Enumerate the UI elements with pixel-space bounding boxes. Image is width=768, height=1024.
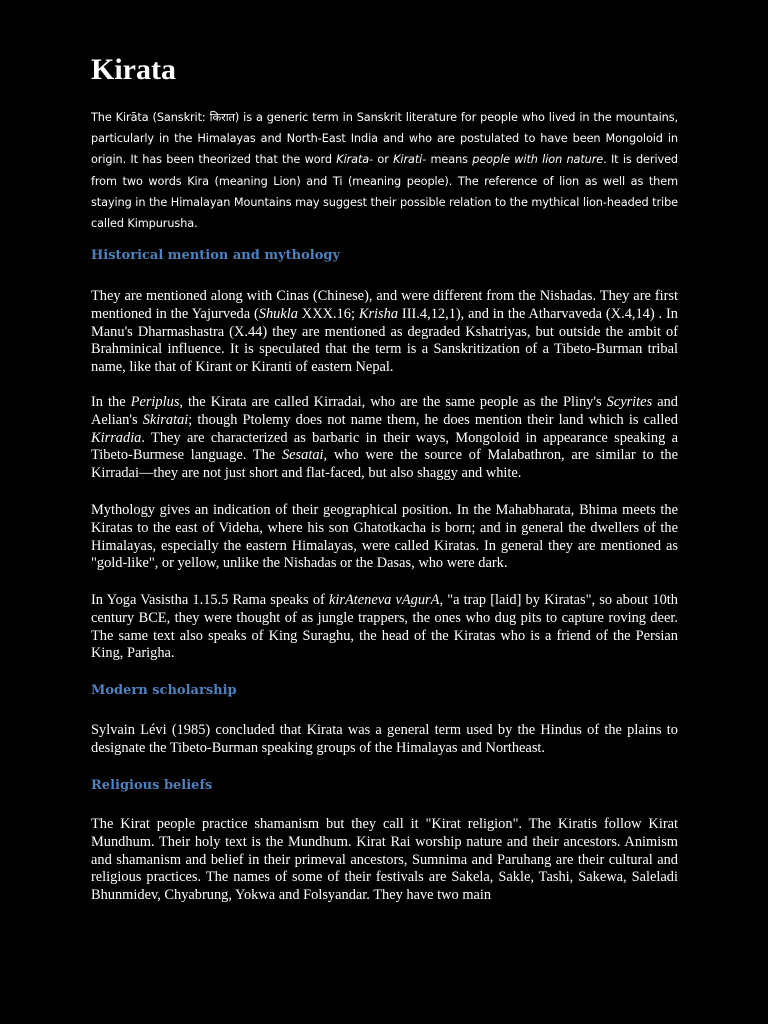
history-p1-text-c: III.4,12,1), and in the Atharvaveda (X.4,14) . In Manu's Dharmashastra (X.44) they are mentioned as degraded Kshatriyas, but outside the ambit of Brahminical influence. It is speculated that the term is a Sanskritization of a Tibeto-Burman tribal name, like that of Kirant or Kiranti of eastern Nepal. xyxy=(91,305,678,376)
history-p1-text-a: They are mentioned along with Cinas (Chinese), and were different from the Nishadas. They are first mentioned in the Yajurveda ( xyxy=(91,288,678,322)
history-p2-text-b: , the Kirata are called Kirradai, who are the same people as the Pliny's xyxy=(179,394,607,410)
modern-paragraph-1: Sylvain Lévi (1985) concluded that Kirata was a general term used by the Hindus of the plains to designate the Tibeto-Burman speaking groups of the Himalayas and Northeast. xyxy=(91,722,678,756)
page-title: Kirata xyxy=(91,53,176,86)
history-p2-italic-skiratai: Skiratai xyxy=(142,411,189,428)
intro-text-b: or xyxy=(373,153,394,167)
history-paragraph-4 xyxy=(91,592,678,663)
intro-text-d: . It is derived from two words Kira (meaning Lion) and Ti (meaning people). The reference of lion as well as them staying in the Himalayan Mountains may suggest their possible relation to the mythical lion-headed tribe called Kimpurusha. xyxy=(91,153,678,231)
intro-text-c: means xyxy=(426,153,473,167)
history-paragraph-1 xyxy=(91,288,678,377)
intro-italic-lion-nature: people with lion nature xyxy=(472,153,604,167)
section-heading-history: Historical mention and mythology xyxy=(91,248,341,263)
history-p2-italic-kirradia: Kirradia xyxy=(91,429,142,446)
history-p2-italic-scyrites: Scyrites xyxy=(606,394,653,410)
history-paragraph-2 xyxy=(91,394,678,483)
intro-paragraph xyxy=(91,107,678,234)
history-p2-italic-periplus: Periplus xyxy=(130,394,180,410)
history-p2-text-a: In the xyxy=(91,394,131,410)
history-p1-text-b: XXX.16; xyxy=(297,305,359,322)
intro-italic-kirata: Kirata- xyxy=(336,153,374,167)
history-p4-italic-phrase: kirAteneva vAgurA xyxy=(328,592,440,608)
intro-italic-kirati: Kirati- xyxy=(393,153,427,167)
history-p2-text-c: and Aelian's xyxy=(91,394,678,428)
history-p4-text-a: In Yoga Vasistha 1.15.5 Rama speaks of xyxy=(91,592,329,608)
history-paragraph-3: Mythology gives an indication of their geographical position. In the Mahabharata, Bhima meets the Kiratas to the east of Videha, where his son Ghatotkacha is born; and in general the dwellers of the Himalayas, especially the eastern Himalayas, were called Kiratas. In general they are mentioned as "gold-like", or yellow, unlike the Nishadas or the Dasas, who were dark. xyxy=(91,502,678,572)
intro-text-a: The Kirāta (Sanskrit: किरात) is a generic term in Sanskrit literature for people who lived in the mountains, particularly in the Himalayas and North-East India and who are postulated to have been Mongoloid in origin. It has been theorized that the word xyxy=(91,111,678,167)
history-p1-italic-krisha: Krisha xyxy=(358,305,399,322)
history-p4-text-b: , "a trap [laid] by Kiratas", so about 10th century BCE, they were thought of as jungle trappers, the ones who dug pits to capture roving deer. The same text also speaks of King Suraghu, the head of the Kiratas who is a friend of the Persian King, Parigha. xyxy=(91,592,678,662)
history-p2-text-d: ; though Ptolemy does not name them, he does mention their land which is called xyxy=(188,411,678,428)
religion-paragraph-1: The Kirat people practice shamanism but they call it "Kirat religion". The Kiratis follow Kirat Mundhum. Their holy text is the Mundhum. Kirat Rai worship nature and their ancestors. Animism and shamanism and belief in their primeval ancestors, Sumnima and Paruhang are their cultural and religious practices. The names of some of their festivals are Sakela, Sakle, Tashi, Sakewa, Saleladi Bhunmidev, Chyabrung, Yokwa and Folsyandar. They have two main xyxy=(91,816,678,904)
history-p1-italic-shukla: Shukla xyxy=(258,305,298,322)
history-p2-text-f: , who were the source of Malabathron, are similar to the Kirradai—they are not just short and flat-faced, but also shaggy and white. xyxy=(91,447,678,482)
history-p2-text-e: . They are characterized as barbaric in their ways, Mongoloid in appearance speaking a Tibeto-Burmese language. The xyxy=(91,429,678,464)
history-p2-italic-sesatai: Sesatai xyxy=(281,447,324,464)
section-heading-religious-beliefs: Religious beliefs xyxy=(91,778,213,793)
section-heading-modern-scholarship: Modern scholarship xyxy=(91,683,237,698)
